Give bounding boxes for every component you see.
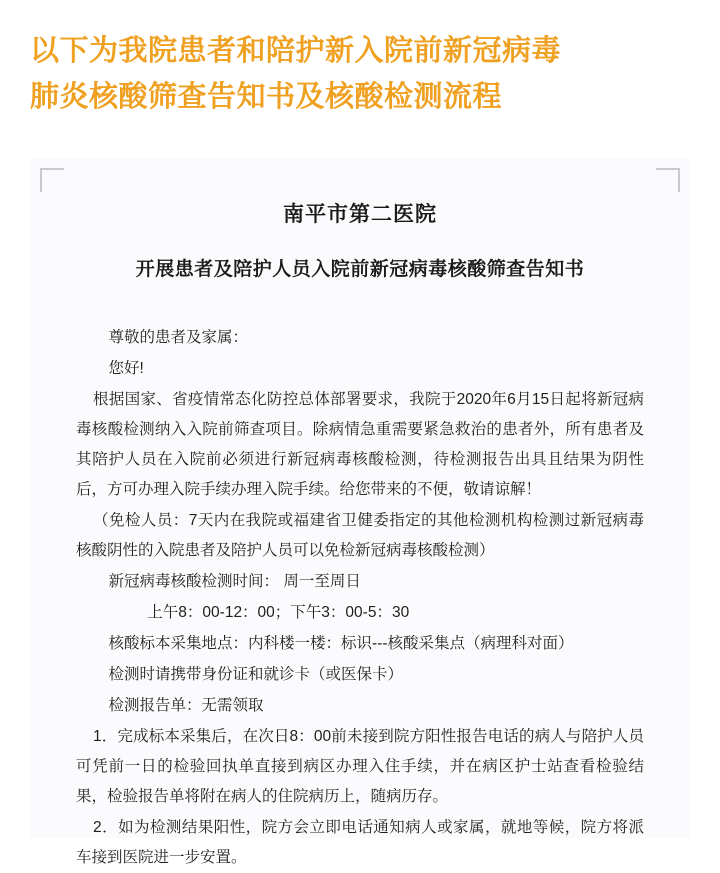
document-card [30,158,690,866]
paragraph-test-hours: 上午8：00-12：00；下午3：00-5：30 [147,604,410,621]
paragraph-policy: 根据国家、省疫情常态化防控总体部署要求，我院于2020年6月15日起将新冠病毒核酸检测纳入入院前筛查项目。除病情急重需要紧急救治的患者外，所有患者及其陪护人员在入院前必须进行新冠病毒核酸检测，待检测报告出具且结果为阴性后，方可办理入院手续办理入院手续。给您带来的不便，敬请谅解！ [76,391,644,498]
headline-line-2: 肺炎核酸筛查告知书及核酸检测流程 [30,81,503,113]
notice-paragraphs [76,323,644,873]
headline-banner [0,0,720,120]
hospital-title: 南平市第二医院 [283,203,437,226]
headline-line-1: 以下为我院患者和陪护新入院前新冠病毒 [30,35,562,67]
paragraph-step-1: 1．完成标本采集后，在次日8：00前未接到院方阳性报告电话的病人与陪护人员可凭前一日的检验回执单直接到病区办理入住手续，并在病区护士站查看检验结果，检验报告单将附在病人的住院病历上，随病历存。 [76,728,644,805]
paragraph-test-time: 新冠病毒核酸检测时间： 周一至周日 [108,573,361,590]
paragraph-greeting: 您好! [108,360,144,377]
paragraph-report-pickup: 检测报告单：无需领取 [108,697,264,714]
paragraph-salutation: 尊敬的患者及家属： [108,329,249,346]
paragraph-exemption: （免检人员：7天内在我院或福建省卫健委指定的其他检测机构检测过新冠病毒核酸阴性的入院患者及陪护人员可以免检新冠病毒核酸检测） [76,512,644,559]
paragraph-collection-location: 核酸标本采集地点：内科楼一楼：标识---核酸采集点（病理科对面） [108,635,574,652]
document-body [30,158,690,866]
paragraph-required-documents: 检测时请携带身份证和就诊卡（或医保卡） [108,666,404,683]
notice-title: 开展患者及陪护人员入院前新冠病毒核酸筛查告知书 [135,259,585,280]
paragraph-step-2: 2．如为检测结果阳性，院方会立即电话通知病人或家属，就地等候，院方将派车接到医院进一步安置。 [76,819,644,866]
